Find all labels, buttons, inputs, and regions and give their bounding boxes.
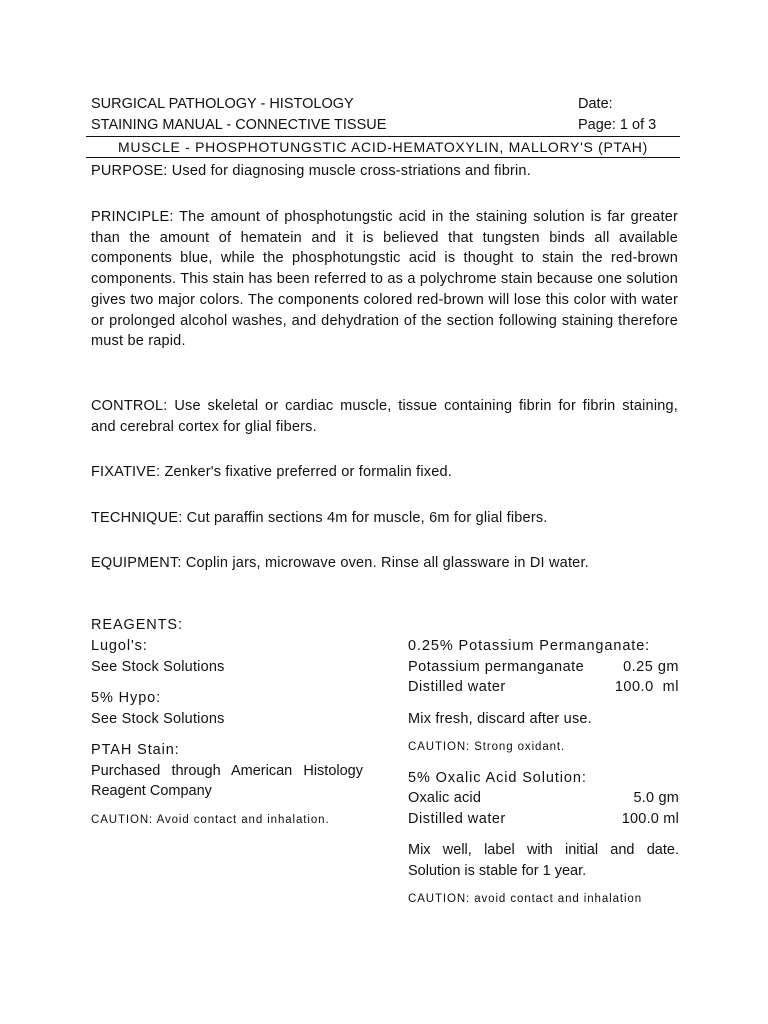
ingredient-name: Potassium permanganate — [408, 658, 585, 675]
ingredient-name: Distilled water — [408, 679, 506, 695]
header-row-2 — [91, 115, 668, 135]
control-section: CONTROL: Use skeletal or cardiac muscle, tissue containing fibrin for fibrin staining, and cerebral cortex for glial fibers. — [91, 398, 678, 435]
permanganate-title: 0.25% Potassium Permanganate: — [408, 638, 651, 654]
oxalic-acid-ingredient-row — [408, 788, 679, 809]
reagents-heading: REAGENTS: — [91, 617, 183, 633]
ingredient-amount: 100.0 ml — [621, 810, 679, 827]
lugols-title: Lugol's: — [91, 638, 148, 654]
header-department: SURGICAL PATHOLOGY - HISTOLOGY — [91, 96, 354, 112]
permanganate-caution: CAUTION: Strong oxidant. — [408, 741, 566, 753]
permanganate-water-row — [408, 677, 679, 698]
principle-section: PRINCIPLE: The amount of phosphotungstic acid in the staining solution is far greater than the amount of hematein and it is believed that tungsten binds all available components blue, while the phosphotungstic acid is thought to stain the red-brown components. This stain has been referred to as a polychrome stain because one solution gives two major colors. The components colored red-brown will lose this color with water or prolonged alcohol washes, and dehydration of the section following staining therefore must be rapid. — [91, 209, 678, 350]
ingredient-amount: 0.25 gm — [623, 658, 679, 675]
permanganate-ingredient-row — [408, 657, 679, 678]
header-date: Date: — [578, 96, 613, 112]
hypo-reference: See Stock Solutions — [91, 710, 225, 727]
permanganate-note: Mix fresh, discard after use. — [408, 710, 592, 727]
oxalic-acid-title: 5% Oxalic Acid Solution: — [408, 769, 587, 786]
header-page-number: Page: 1 of 3 — [578, 117, 657, 133]
hypo-title: 5% Hypo: — [91, 690, 162, 706]
ptah-caution: CAUTION: Avoid contact and inhalation. — [91, 813, 330, 826]
ingredient-amount: 100.0 ml — [614, 679, 679, 695]
fixative-section: FIXATIVE: Zenker's fixative preferred or formalin fixed. — [91, 464, 453, 480]
ingredient-amount: 5.0 gm — [633, 790, 679, 806]
ingredient-name: Distilled water — [408, 810, 506, 827]
ingredient-name: Oxalic acid — [408, 790, 482, 806]
ptah-description: Purchased through American Histology Reagent Company — [91, 762, 363, 799]
reagents-right-column — [408, 636, 679, 910]
oxalic-acid-caution: CAUTION: avoid contact and inhalation — [408, 893, 643, 905]
header-row-1 — [91, 94, 668, 114]
ptah-title: PTAH Stain: — [91, 742, 180, 758]
purpose-section: PURPOSE: Used for diagnosing muscle cross-striations and fibrin. — [91, 163, 531, 179]
technique-section: TECHNIQUE: Cut paraffin sections 4m for muscle, 6m for glial fibers. — [91, 510, 548, 526]
header-manual: STAINING MANUAL - CONNECTIVE TISSUE — [91, 117, 387, 133]
lugols-reference: See Stock Solutions — [91, 658, 225, 675]
oxalic-acid-note: Mix well, label with initial and date. Solution is stable for 1 year. — [408, 842, 679, 879]
procedure-title: MUSCLE - PHOSPHOTUNGSTIC ACID-HEMATOXYLIN, MALLORY'S (PTAH) — [86, 136, 680, 158]
equipment-section: EQUIPMENT: Coplin jars, microwave oven. Rinse all glassware in DI water. — [91, 555, 589, 571]
oxalic-acid-water-row — [408, 809, 679, 830]
reagents-left-column — [91, 636, 363, 830]
